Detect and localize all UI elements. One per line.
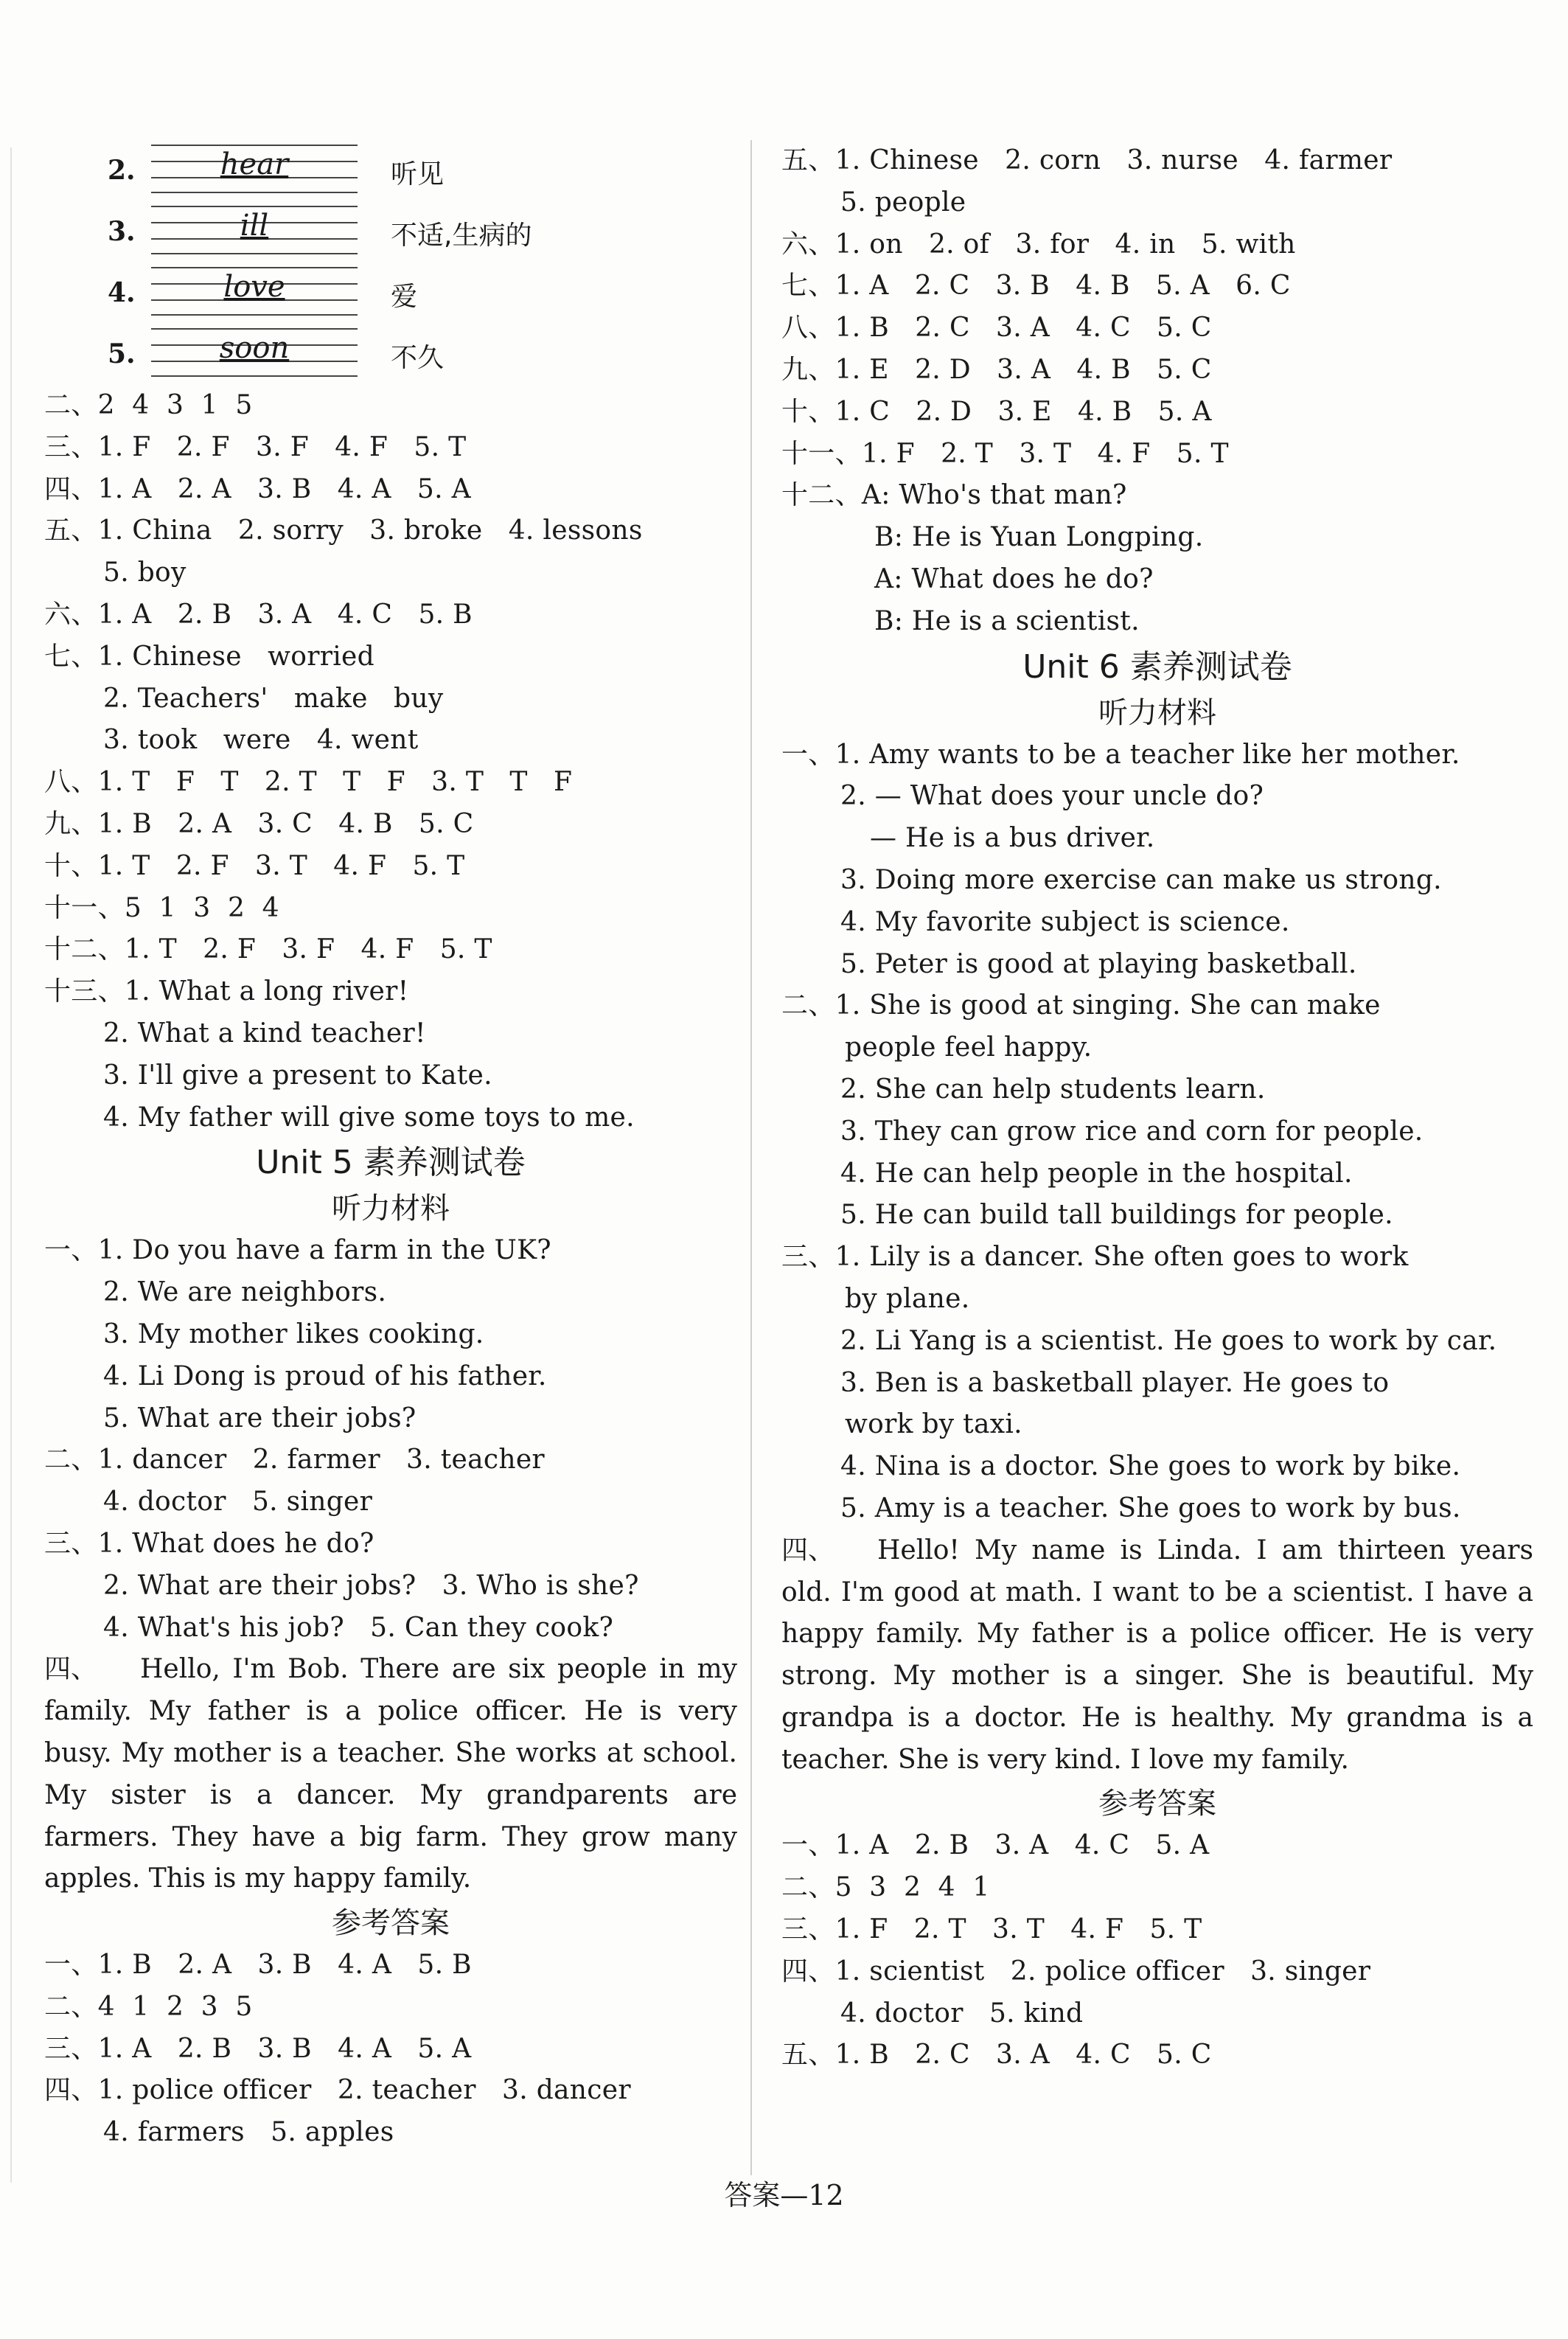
answer-line: 十、1. T 2. F 3. T 4. F 5. T: [44, 850, 465, 881]
answer-line: 4. Li Dong is proud of his father.: [103, 1360, 547, 1391]
passage-text: Hello! My name is Linda. I am thirteen years old. I'm good at math. I want to be a scientist. I have a happy family. My father is a police officer. He is very strong. My mother is a singer. She is beautiful. My grandpa is a doctor. He is healthy. My grandma is a teacher. She is very kind. I love my family.: [781, 1535, 1533, 1775]
margin-line: [10, 147, 12, 2183]
answer-line: people feel happy.: [845, 1032, 1093, 1063]
answer-line: 十三、1. What a long river!: [44, 976, 409, 1007]
unit5-answers-title: 参考答案: [332, 1906, 450, 1941]
answer-line: 3. took were 4. went: [103, 725, 419, 756]
answer-line: 3. I'll give a present to Kate.: [103, 1060, 492, 1091]
answer-line: 2. What are their jobs? 3. Who is she?: [103, 1570, 639, 1601]
unit5-answers-block: [44, 1944, 737, 2154]
answer-line: 二、2 4 3 1 5: [44, 390, 253, 420]
answer-line: 三、1. F 2. T 3. T 4. F 5. T: [781, 1914, 1202, 1945]
handwriting-section: [44, 140, 737, 385]
answer-line: B: He is Yuan Longping.: [874, 522, 1204, 553]
answer-line: 3. Doing more exercise can make us strong.: [840, 864, 1442, 895]
answer-line: 4. He can help people in the hospital.: [840, 1158, 1353, 1189]
unit5-listening-block: [44, 1230, 737, 1649]
answer-line: 一、1. B 2. A 3. B 4. A 5. B: [44, 1950, 472, 1981]
answer-line: 5. Peter is good at playing basketball.: [840, 948, 1357, 979]
answer-line: 5. boy: [103, 557, 187, 588]
answer-line: 4. Nina is a doctor. She goes to work by bike.: [840, 1451, 1461, 1482]
answer-line: A: What does he do?: [874, 563, 1154, 594]
writing-lines: [151, 145, 358, 192]
word-meaning: 不久: [391, 343, 445, 373]
answer-line: B: He is a scientist.: [874, 605, 1140, 636]
answer-line: 3. My mother likes cooking.: [103, 1318, 484, 1349]
word-meaning: 不适,生病的: [391, 220, 532, 251]
unit6-listening-block: [781, 734, 1533, 1530]
answer-line: 十一、5 1 3 2 4: [44, 892, 279, 923]
answer-line: 4. What's his job? 5. Can they cook?: [103, 1612, 614, 1643]
passage-label: 四、: [781, 1535, 835, 1565]
answer-line: 5. He can build tall buildings for people.: [840, 1200, 1393, 1231]
item-number: 4.: [108, 277, 136, 308]
unit6-answers-block: [781, 1825, 1533, 2076]
answer-line: 四、1. scientist 2. police officer 3. singer: [781, 1956, 1371, 1987]
answer-line: 九、1. E 2. D 3. A 4. B 5. C: [781, 354, 1212, 385]
answer-line: 八、1. B 2. C 3. A 4. C 5. C: [781, 313, 1212, 344]
answer-line: 三、1. A 2. B 3. B 4. A 5. A: [44, 2033, 472, 2064]
answer-line: 5. What are their jobs?: [103, 1403, 417, 1433]
unit5-listening-title: 听力材料: [332, 1192, 450, 1226]
unit5-title: Unit 5 素养测试卷: [256, 1144, 526, 1182]
unit6-passage: [781, 1530, 1533, 1782]
unit6-title: Unit 6 素养测试卷: [1022, 647, 1292, 686]
left-column: [44, 140, 737, 2154]
answer-line: 五、1. China 2. sorry 3. broke 4. lessons: [44, 515, 643, 546]
handwriting-row: [44, 324, 737, 385]
word-meaning: 爱: [391, 282, 418, 312]
answer-line: 八、1. T F T 2. T T F 3. T T F: [44, 767, 573, 798]
answer-line: 二、1. dancer 2. farmer 3. teacher: [44, 1445, 545, 1476]
answer-line: 5. Amy is a teacher. She goes to work by bus.: [840, 1492, 1461, 1523]
answer-line: work by taxi.: [845, 1409, 1022, 1440]
answer-line: 二、1. She is good at singing. She can make: [781, 990, 1381, 1021]
handwriting-row: [44, 140, 737, 201]
answer-line: 二、5 3 2 4 1: [781, 1872, 990, 1903]
answer-line: 2. — What does your uncle do?: [840, 781, 1264, 812]
answer-line: 4. My father will give some toys to me.: [103, 1102, 635, 1133]
answer-line: 3. They can grow rice and corn for people.: [840, 1116, 1424, 1147]
unit4-answers-block: [44, 385, 737, 1139]
writing-lines: [151, 206, 358, 253]
item-number: 2.: [108, 155, 136, 186]
answer-line: 十二、A: Who's that man?: [781, 480, 1127, 511]
answer-line: 3. Ben is a basketball player. He goes to: [840, 1367, 1390, 1398]
answer-line: 七、1. A 2. C 3. B 4. B 5. A 6. C: [781, 271, 1291, 302]
unit6-answers-title: 参考答案: [1098, 1787, 1216, 1821]
handwritten-word: love: [223, 270, 285, 304]
answer-line: 十、1. C 2. D 3. E 4. B 5. A: [781, 396, 1212, 427]
answer-line: 三、1. F 2. F 3. F 4. F 5. T: [44, 431, 467, 462]
answer-line: 2. She can help students learn.: [840, 1074, 1266, 1105]
answer-line: 4. doctor 5. kind: [840, 1998, 1084, 2029]
answer-line: 五、1. Chinese 2. corn 3. nurse 4. farmer: [781, 145, 1393, 175]
item-number: 3.: [108, 216, 136, 247]
answer-line: by plane.: [845, 1283, 970, 1314]
answer-line: 七、1. Chinese worried: [44, 641, 375, 672]
answer-line: 2. We are neighbors.: [103, 1277, 387, 1308]
answer-line: 三、1. What does he do?: [44, 1528, 374, 1559]
answer-line: 一、1. Do you have a farm in the UK?: [44, 1235, 551, 1266]
passage-text: Hello, I'm Bob. There are six people in my family. My father is a police officer. He is very busy. My mother is a teacher. She works at school. My sister is a dancer. My grandparents are farmers. They have a big farm. They grow many apples. This is my happy family.: [44, 1654, 737, 1894]
answer-line: 2. Teachers' make buy: [103, 683, 444, 714]
answer-line: 4. doctor 5. singer: [103, 1487, 373, 1518]
answer-line: 四、1. police officer 2. teacher 3. dancer: [44, 2075, 631, 2106]
answer-line: 四、1. A 2. A 3. B 4. A 5. A: [44, 473, 471, 504]
unit6-listening-title: 听力材料: [1098, 695, 1216, 730]
right-column: [781, 140, 1533, 2076]
answer-line: 5. people: [840, 187, 966, 218]
unit5-passage: [44, 1649, 737, 1900]
answer-line: 一、1. A 2. B 3. A 4. C 5. A: [781, 1830, 1210, 1861]
answer-line: 六、1. A 2. B 3. A 4. C 5. B: [44, 599, 473, 630]
answer-line: 2. Li Yang is a scientist. He goes to work by car.: [840, 1325, 1497, 1356]
handwritten-word: ill: [240, 209, 269, 243]
handwritten-word: soon: [219, 331, 290, 365]
answer-line: 二、4 1 2 3 5: [44, 1991, 253, 2022]
handwriting-row: [44, 263, 737, 324]
handwriting-row: [44, 201, 737, 263]
passage-label: 四、: [44, 1654, 98, 1685]
word-meaning: 听见: [391, 159, 445, 190]
answer-line: 十二、1. T 2. F 3. F 4. F 5. T: [44, 934, 492, 965]
answer-line: 十一、1. F 2. T 3. T 4. F 5. T: [781, 438, 1229, 469]
answer-line: 一、1. Amy wants to be a teacher like her mother.: [781, 739, 1460, 770]
unit5-answers-continued: [781, 140, 1533, 643]
answer-line: 九、1. B 2. A 3. C 4. B 5. C: [44, 808, 474, 839]
answer-line: — He is a bus driver.: [870, 823, 1155, 854]
answer-line: 2. What a kind teacher!: [103, 1018, 426, 1049]
answer-line: 4. My favorite subject is science.: [840, 906, 1290, 937]
writing-lines: [151, 267, 358, 314]
column-divider: [750, 140, 752, 2175]
page-footer: 答案—12: [724, 2179, 844, 2211]
writing-lines: [151, 328, 358, 375]
answer-line: 六、1. on 2. of 3. for 4. in 5. with: [781, 229, 1296, 260]
handwritten-word: hear: [220, 147, 289, 181]
answer-line: 4. farmers 5. apples: [103, 2117, 394, 2148]
item-number: 5.: [108, 338, 136, 369]
answer-line: 三、1. Lily is a dancer. She often goes to work: [781, 1242, 1409, 1273]
answer-line: 五、1. B 2. C 3. A 4. C 5. C: [781, 2040, 1212, 2071]
